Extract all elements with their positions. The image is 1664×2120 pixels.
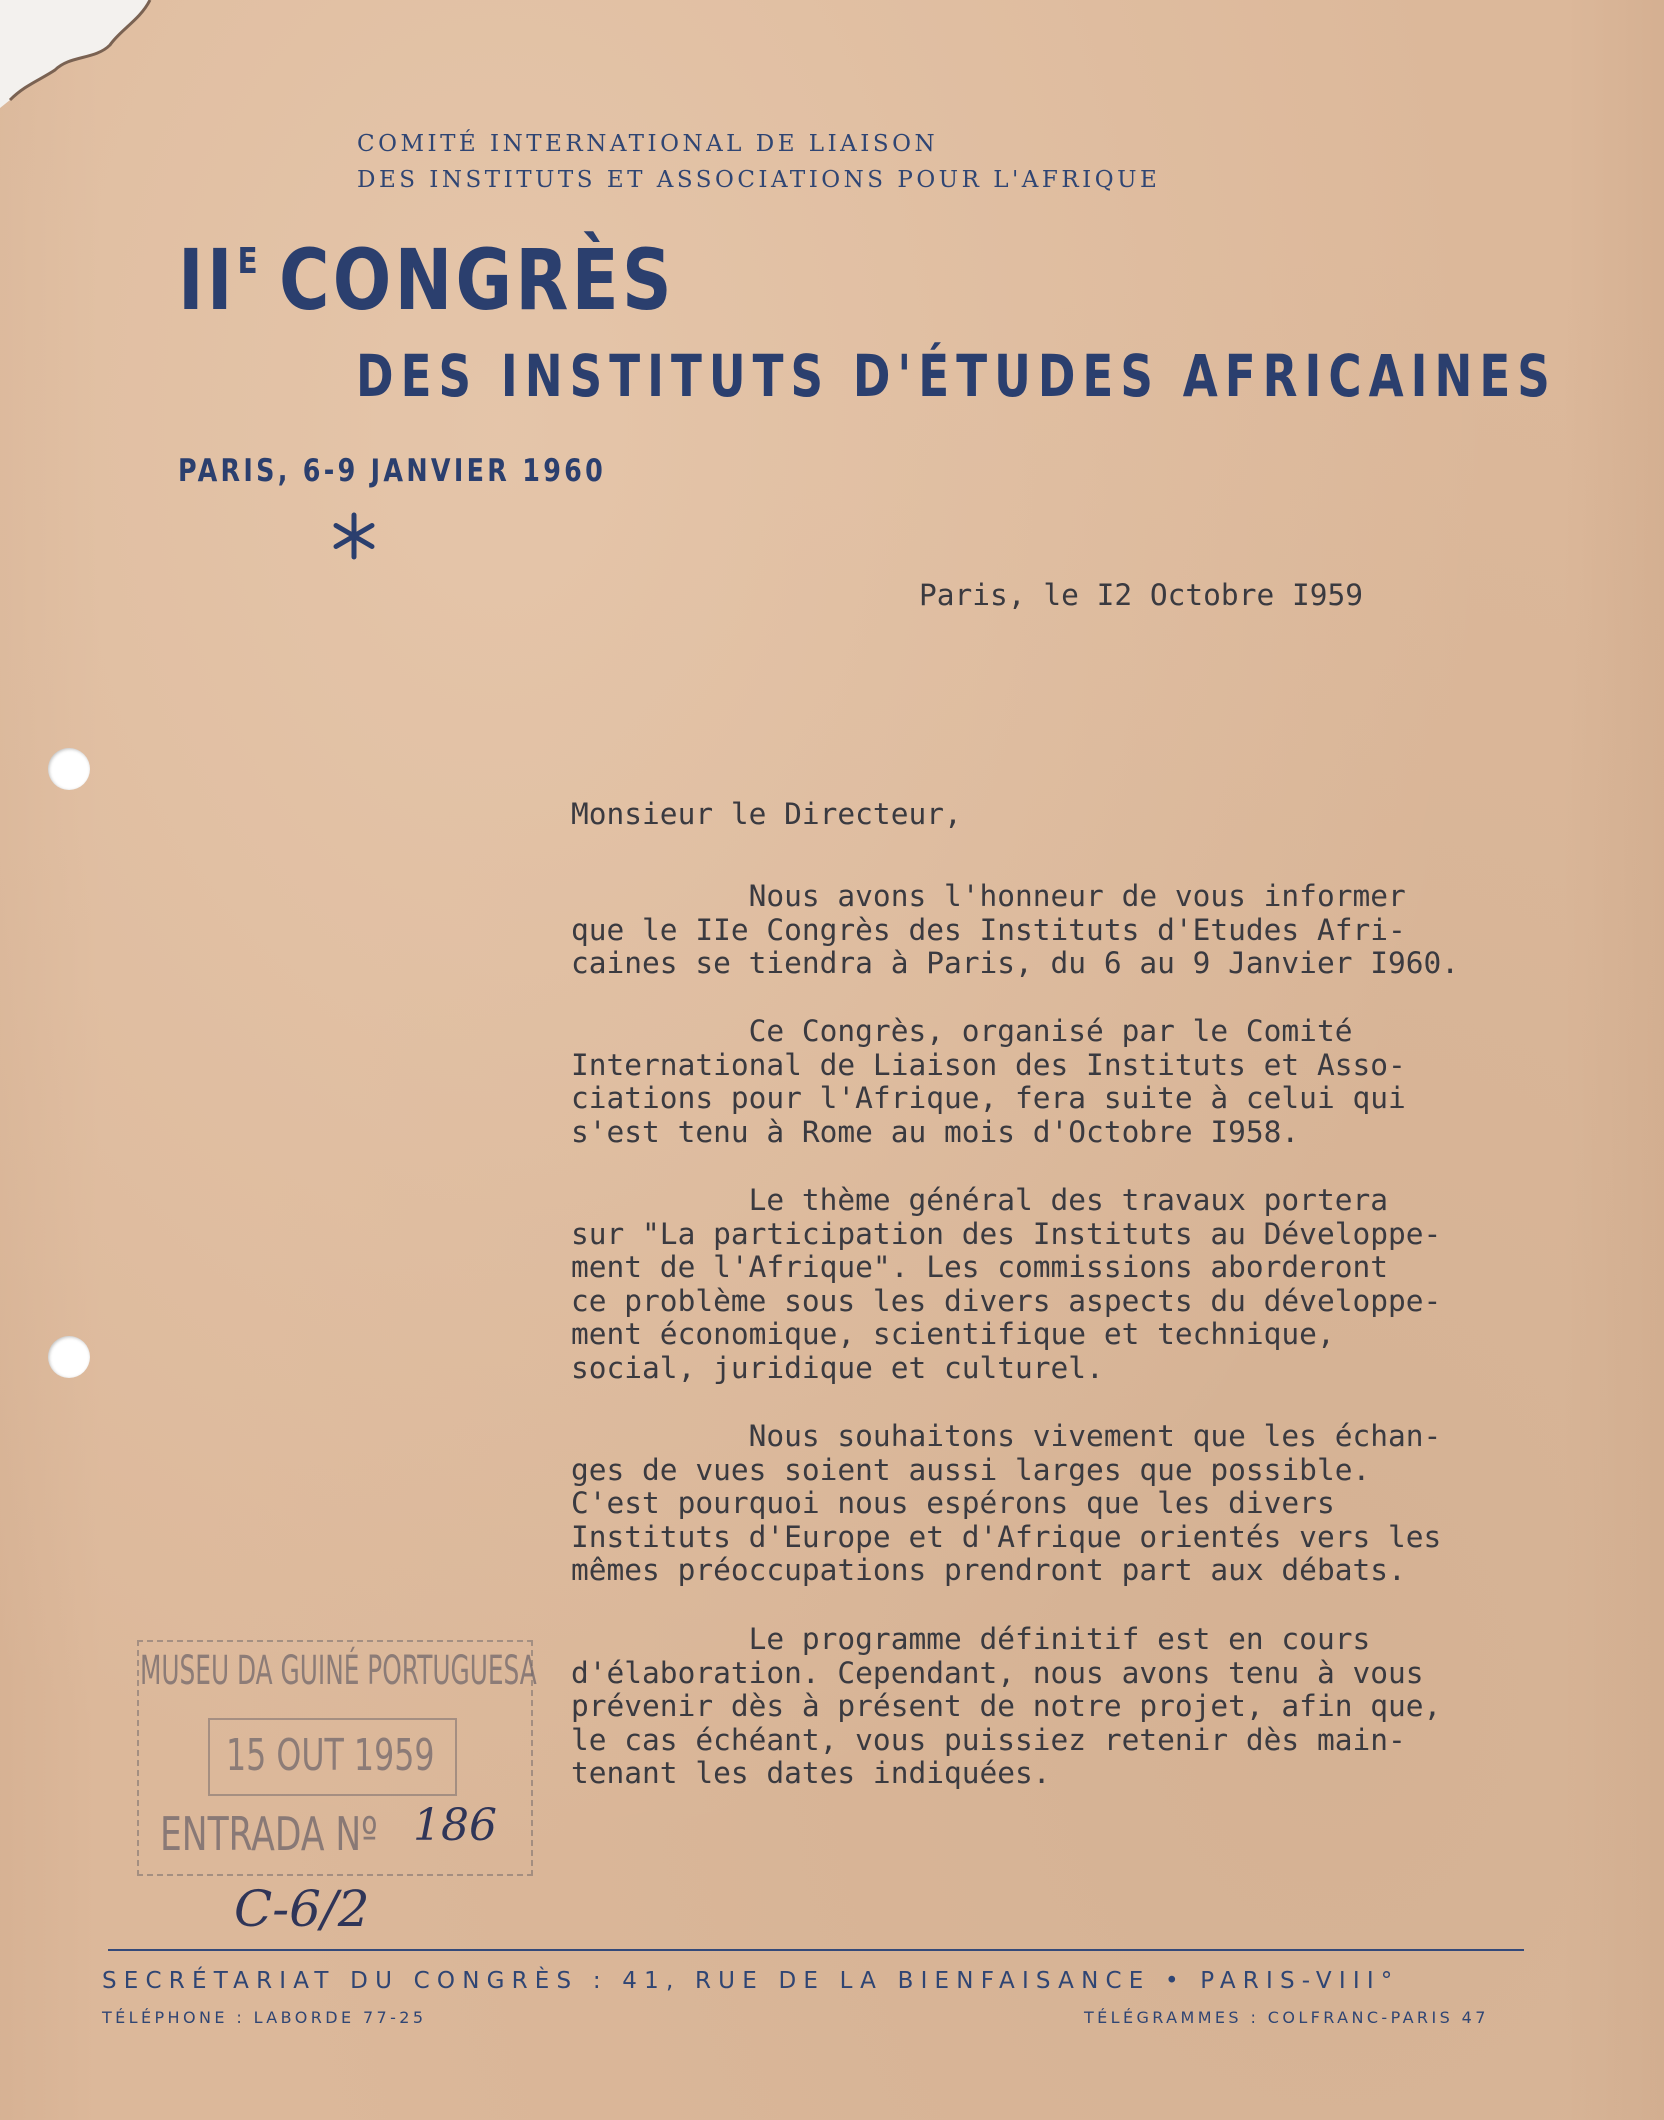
footer-divider — [108, 1949, 1524, 1951]
congress-ordinal-suffix: E — [237, 241, 261, 282]
org-line-2: DES INSTITUTS ET ASSOCIATIONS POUR L'AFRIQUE — [357, 167, 1161, 193]
letter-paragraph-4: Nous souhaitons vivement que les échan- ges de vues soient aussi larges que possible. C'est pourquoi nous espérons que les divers Instituts d'Europe et d'Afrique orientés vers les mêmes préoccupations prendront part aux débats. — [571, 1419, 1442, 1588]
stamp-entry-label: ENTRADA Nº — [160, 1807, 378, 1861]
letter-paragraph-5: Le programme définitif est en cours d'élaboration. Cependant, nous avons tenu à vous prévenir dès à présent de notre projet, afin que, le cas échéant, vous puissiez retenir dès main- tenant les dates indiquées. — [571, 1622, 1442, 1791]
footer-telephone: TÉLÉPHONE : LABORDE 77-25 — [102, 2008, 427, 2027]
footer-address: SECRÉTARIAT DU CONGRÈS : 41, RUE DE LA BIENFAISANCE • PARIS-VIII° — [102, 1968, 1400, 1994]
stamp-date: 15 OUT 1959 — [226, 1730, 435, 1781]
congress-number: II — [178, 231, 236, 329]
stamp-entry-number: 186 — [413, 1800, 497, 1851]
letterhead-organization — [357, 126, 1160, 198]
stamp-museum-name: MUSEU DA GUINÉ PORTUGUESA — [140, 1648, 537, 1694]
letter-paragraph-2: Ce Congrès, organisé par le Comité International de Liaison des Instituts et Asso- ciations pour l'Afrique, fera suite à celui qui s'est tenu à Rome au mois d'Octobre I958. — [571, 1014, 1406, 1149]
congress-word: CONGRÈS — [278, 231, 675, 329]
punch-hole — [48, 748, 90, 790]
star-icon — [330, 512, 378, 560]
letter-date: Paris, le I2 Octobre I959 — [919, 578, 1364, 612]
congress-dates: PARIS, 6-9 JANVIER 1960 — [178, 453, 607, 489]
congress-title — [178, 231, 675, 329]
footer-telegrams: TÉLÉGRAMMES : COLFRANC-PARIS 47 — [1084, 2008, 1489, 2027]
letter-paragraph-1: Nous avons l'honneur de vous informer que le IIe Congrès des Instituts d'Etudes Afri- caines se tiendra à Paris, du 6 au 9 Janvier I960. — [571, 879, 1460, 981]
torn-corner — [0, 0, 160, 110]
congress-subtitle: DES INSTITUTS D'ÉTUDES AFRICAINES — [356, 342, 1557, 410]
punch-hole — [48, 1336, 90, 1378]
handwritten-reference: C-6/2 — [234, 1880, 370, 1938]
letter-paragraph-3: Le thème général des travaux portera sur "La participation des Instituts au Développe- ment de l'Afrique". Les commissions aborderont ce problème sous les divers aspects du développe- ment économique, scientifique et technique, social, juridique et culturel. — [571, 1183, 1442, 1385]
org-line-1: COMITÉ INTERNATIONAL DE LIAISON — [357, 131, 939, 157]
letter-salutation: Monsieur le Directeur, — [571, 797, 962, 831]
